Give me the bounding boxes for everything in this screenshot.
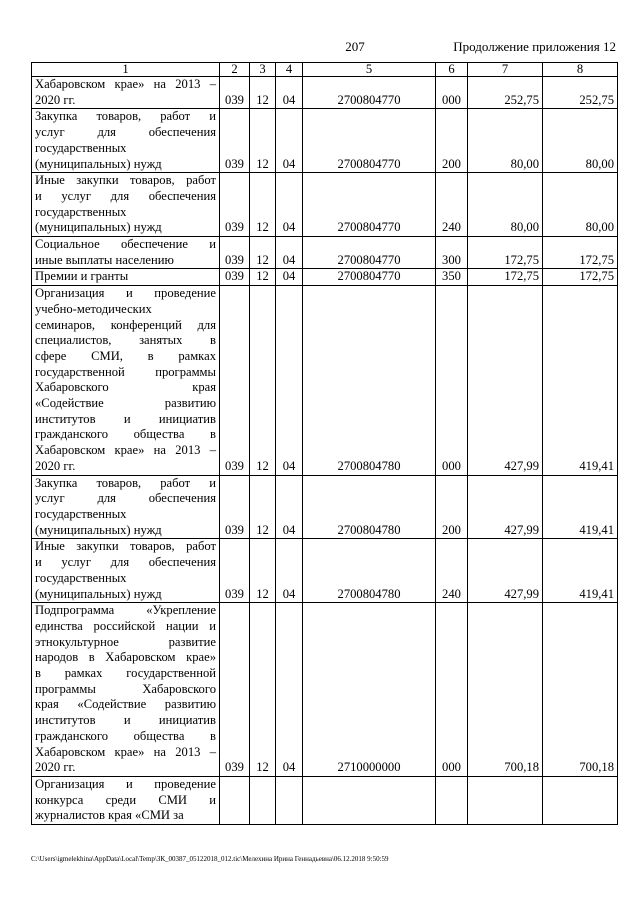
row-name-cell — [32, 539, 220, 603]
continuation-caption: Продолжение приложения 12 — [453, 39, 616, 54]
expense-type-cell: 240 — [436, 173, 468, 237]
row-name-line: институтов и инициатив — [35, 411, 216, 426]
column-header-6: 6 — [436, 63, 468, 77]
row-name-line: государственной программы — [35, 364, 216, 379]
row-name-cell — [32, 77, 220, 109]
row-name-cell — [32, 173, 220, 237]
row-name-line: 2020 гг. — [35, 458, 76, 473]
subsection-code-cell: 04 — [276, 173, 303, 237]
row-name-line: услуг для обеспечения — [35, 125, 216, 140]
row-name-line: и услуг для обеспечения — [35, 555, 216, 570]
row-name-cell — [32, 603, 220, 777]
executed-amount-cell: 419,41 — [543, 475, 618, 539]
agency-code-cell: 039 — [220, 269, 250, 286]
row-name-line: программы Хабаровского — [35, 681, 216, 696]
column-header-2: 2 — [220, 63, 250, 77]
table-row — [32, 286, 618, 475]
row-name-line: края «Содействие развитию — [35, 697, 216, 712]
agency-code-cell: 039 — [220, 539, 250, 603]
approved-amount-cell: 427,99 — [468, 539, 543, 603]
row-name-line: 2020 гг. — [35, 760, 76, 775]
agency-code-cell: 039 — [220, 237, 250, 269]
row-name-line: институтов и инициатив — [35, 713, 216, 728]
row-name-line: государственных — [35, 570, 127, 585]
row-name-line: Иные закупки товаров, работ — [35, 539, 216, 554]
table-row — [32, 776, 618, 824]
row-name-line: и услуг для обеспечения — [35, 188, 216, 203]
target-article-cell: 2700804770 — [303, 109, 436, 173]
row-name-cell — [32, 475, 220, 539]
target-article-cell: 2700804780 — [303, 475, 436, 539]
subsection-code-cell: 04 — [276, 539, 303, 603]
row-name-cell — [32, 286, 220, 475]
table-row — [32, 109, 618, 173]
expense-type-cell: 350 — [436, 269, 468, 286]
executed-amount-cell: 419,41 — [543, 539, 618, 603]
row-name-cell — [32, 269, 220, 286]
section-code-cell — [250, 776, 276, 824]
row-name-line: журналистов края «СМИ за — [35, 808, 184, 823]
section-code-cell: 12 — [250, 77, 276, 109]
agency-code-cell: 039 — [220, 475, 250, 539]
column-header-8: 8 — [543, 63, 618, 77]
executed-amount-cell — [543, 776, 618, 824]
executed-amount-cell: 700,18 — [543, 603, 618, 777]
approved-amount-cell — [468, 776, 543, 824]
target-article-cell: 2700804770 — [303, 269, 436, 286]
executed-amount-cell: 80,00 — [543, 173, 618, 237]
target-article-cell: 2710000000 — [303, 603, 436, 777]
agency-code-cell — [220, 776, 250, 824]
subsection-code-cell: 04 — [276, 475, 303, 539]
row-name-line: «Содействие развитию — [35, 396, 216, 411]
expense-type-cell: 300 — [436, 237, 468, 269]
section-code-cell: 12 — [250, 539, 276, 603]
expense-type-cell: 000 — [436, 603, 468, 777]
row-name-line: Подпрограмма «Укрепление — [35, 603, 216, 618]
target-article-cell: 2700804770 — [303, 77, 436, 109]
row-name-line: этнокультурное развитие — [35, 634, 216, 649]
subsection-code-cell: 04 — [276, 603, 303, 777]
row-name-line: Закупка товаров, работ и — [35, 109, 216, 124]
row-name-line: (муниципальных) нужд — [35, 220, 162, 235]
row-name-line: иные выплаты населению — [35, 252, 174, 267]
target-article-cell — [303, 776, 436, 824]
table-row — [32, 475, 618, 539]
section-code-cell: 12 — [250, 475, 276, 539]
column-header-1: 1 — [32, 63, 220, 77]
column-header-3: 3 — [250, 63, 276, 77]
row-name-line: единства российской нации и — [35, 618, 216, 633]
target-article-cell: 2700804780 — [303, 286, 436, 475]
row-name-line: Хабаровского края — [35, 380, 216, 395]
page-number: 207 — [345, 39, 365, 54]
section-code-cell: 12 — [250, 286, 276, 475]
column-header-7: 7 — [468, 63, 543, 77]
approved-amount-cell: 252,75 — [468, 77, 543, 109]
row-name-line: Хабаровском крае» на 2013 – — [35, 443, 216, 458]
section-code-cell: 12 — [250, 269, 276, 286]
section-code-cell: 12 — [250, 237, 276, 269]
section-code-cell: 12 — [250, 173, 276, 237]
expense-type-cell: 200 — [436, 475, 468, 539]
table-header-row — [32, 63, 618, 77]
budget-table — [31, 62, 618, 825]
row-name-line: Организация и проведение — [35, 286, 216, 301]
row-name-line: семинаров, конференций для — [35, 317, 216, 332]
subsection-code-cell: 04 — [276, 77, 303, 109]
expense-type-cell: 200 — [436, 109, 468, 173]
agency-code-cell: 039 — [220, 603, 250, 777]
subsection-code-cell: 04 — [276, 109, 303, 173]
footer-file-path: C:\Users\igmelekhina\AppData\Local\Temp\ЗК_00387_05122018_012.tiс\Мелехина Ирина Геннадьевна\06.12.2018 9:50:59 — [31, 855, 389, 863]
row-name-line: конкурса среди СМИ и — [35, 792, 216, 807]
section-code-cell: 12 — [250, 603, 276, 777]
section-code-cell: 12 — [250, 109, 276, 173]
approved-amount-cell: 172,75 — [468, 237, 543, 269]
row-name-cell — [32, 776, 220, 824]
row-name-line: гражданского общества в — [35, 427, 216, 442]
row-name-cell — [32, 237, 220, 269]
column-header-4: 4 — [276, 63, 303, 77]
executed-amount-cell: 419,41 — [543, 286, 618, 475]
approved-amount-cell: 80,00 — [468, 173, 543, 237]
row-name-line: Организация и проведение — [35, 776, 216, 791]
subsection-code-cell: 04 — [276, 269, 303, 286]
agency-code-cell: 039 — [220, 173, 250, 237]
target-article-cell: 2700804770 — [303, 237, 436, 269]
table-row — [32, 173, 618, 237]
approved-amount-cell: 172,75 — [468, 269, 543, 286]
table-row — [32, 539, 618, 603]
table-row — [32, 237, 618, 269]
executed-amount-cell: 80,00 — [543, 109, 618, 173]
approved-amount-cell: 80,00 — [468, 109, 543, 173]
agency-code-cell: 039 — [220, 286, 250, 475]
expense-type-cell — [436, 776, 468, 824]
row-name-line: (муниципальных) нужд — [35, 586, 162, 601]
subsection-code-cell: 04 — [276, 286, 303, 475]
expense-type-cell: 000 — [436, 286, 468, 475]
row-name-line: гражданского общества в — [35, 728, 216, 743]
row-name-line: сфере СМИ, в рамках — [35, 348, 216, 363]
subsection-code-cell — [276, 776, 303, 824]
table-row — [32, 603, 618, 777]
row-name-line: государственных — [35, 204, 127, 219]
row-name-line: Социальное обеспечение и — [35, 237, 216, 252]
row-name-line: Закупка товаров, работ и — [35, 475, 216, 490]
executed-amount-cell: 252,75 — [543, 77, 618, 109]
approved-amount-cell: 427,99 — [468, 286, 543, 475]
row-name-line: услуг для обеспечения — [35, 491, 216, 506]
agency-code-cell: 039 — [220, 109, 250, 173]
target-article-cell: 2700804780 — [303, 539, 436, 603]
column-header-5: 5 — [303, 63, 436, 77]
executed-amount-cell: 172,75 — [543, 269, 618, 286]
row-name-line: Хабаровском крае» на 2013 – — [35, 77, 216, 91]
row-name-cell — [32, 109, 220, 173]
expense-type-cell: 240 — [436, 539, 468, 603]
target-article-cell: 2700804770 — [303, 173, 436, 237]
row-name-line: народов в Хабаровском крае» — [35, 650, 216, 665]
row-name-line: учебно-методических — [35, 301, 152, 316]
row-name-line: Хабаровском крае» на 2013 – — [35, 744, 216, 759]
row-name-line: в рамках государственной — [35, 666, 216, 681]
row-name-line: Иные закупки товаров, работ — [35, 173, 216, 188]
table-row — [32, 269, 618, 286]
table-row — [32, 77, 618, 109]
row-name-line: Премии и гранты — [35, 269, 129, 284]
row-name-line: (муниципальных) нужд — [35, 522, 162, 537]
row-name-line: 2020 гг. — [35, 92, 76, 107]
approved-amount-cell: 700,18 — [468, 603, 543, 777]
executed-amount-cell: 172,75 — [543, 237, 618, 269]
row-name-line: специалистов, занятых в — [35, 333, 216, 348]
row-name-line: (муниципальных) нужд — [35, 156, 162, 171]
row-name-line: государственных — [35, 140, 127, 155]
expense-type-cell: 000 — [436, 77, 468, 109]
row-name-line: государственных — [35, 506, 127, 521]
agency-code-cell: 039 — [220, 77, 250, 109]
subsection-code-cell: 04 — [276, 237, 303, 269]
approved-amount-cell: 427,99 — [468, 475, 543, 539]
